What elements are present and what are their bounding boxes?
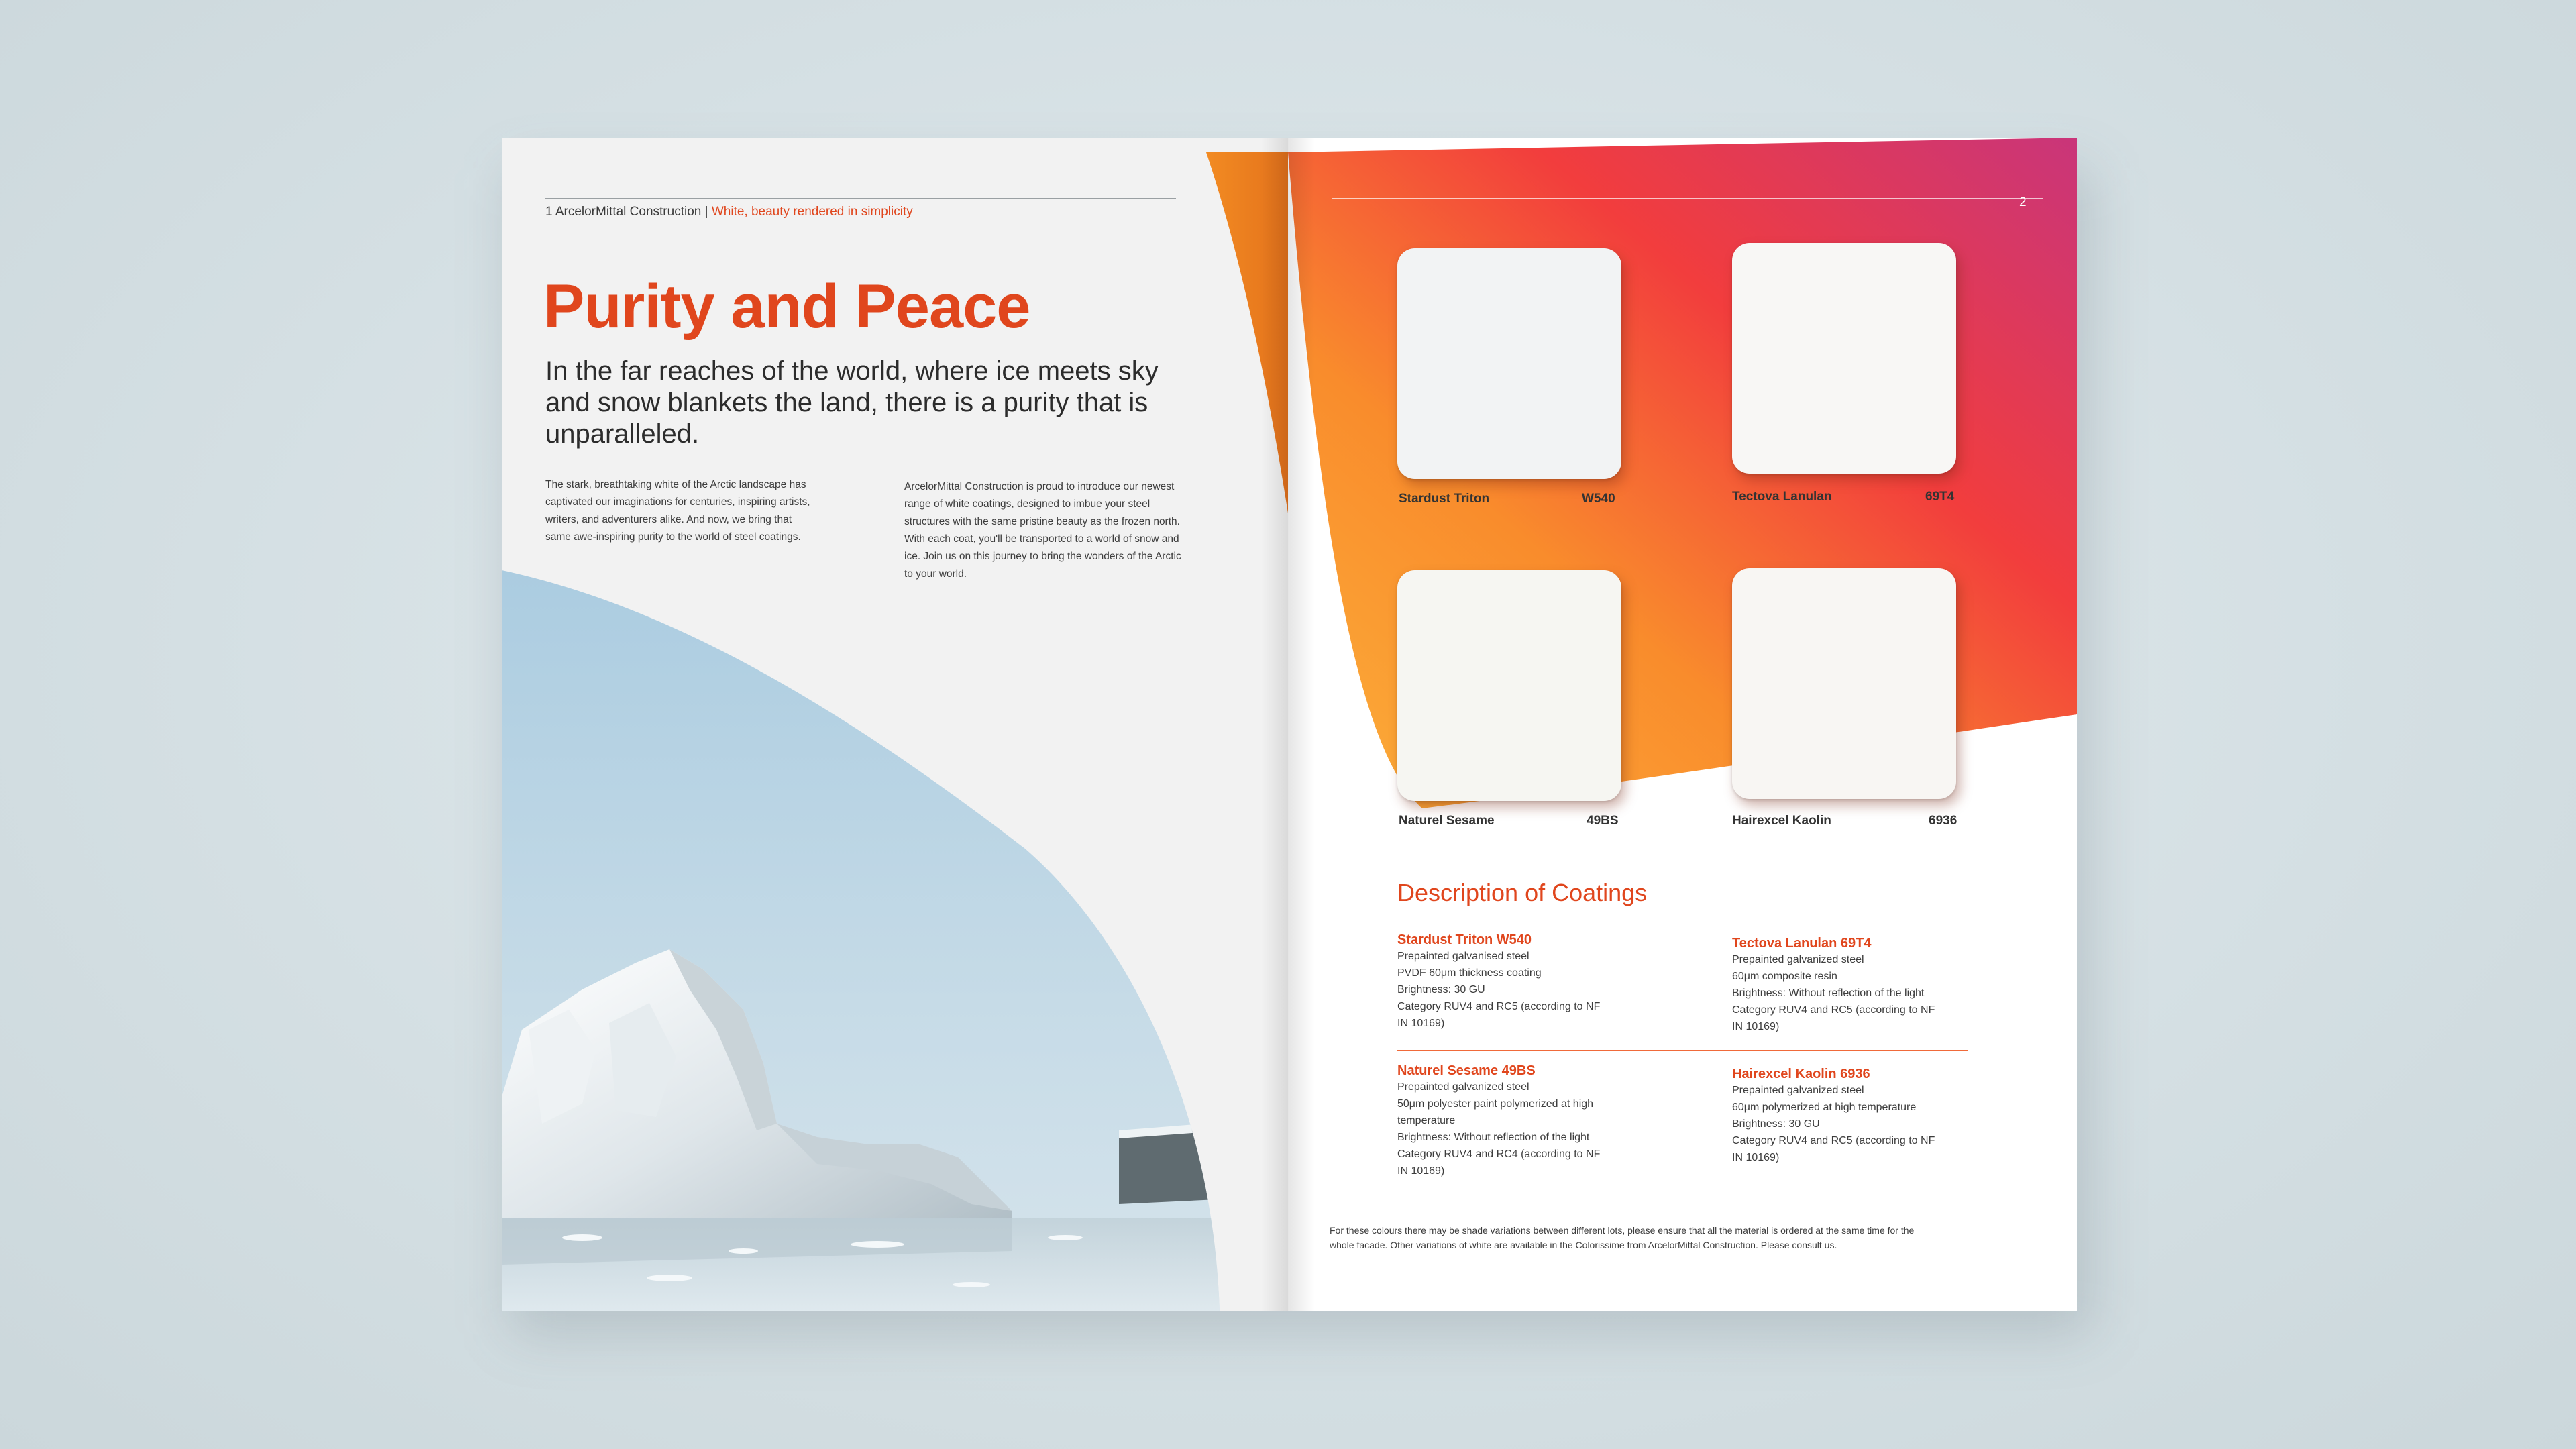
coating-line: 50μm polyester paint polymerized at high [1397, 1098, 1594, 1110]
body-line: writers, and adventurers alike. And now, we bring that [545, 514, 792, 525]
swatch-name: Hairexcel Kaolin [1732, 814, 1831, 828]
coating-line: IN 10169) [1732, 1152, 1780, 1163]
header-brand: ArcelorMittal Construction [555, 205, 702, 219]
coating-line: Category RUV4 and RC5 (according to NF [1732, 1004, 1935, 1016]
body-line: With each coat, you'll be transported to a world of snow and [904, 533, 1179, 545]
swatch-name: Naturel Sesame [1399, 814, 1495, 828]
coating-line: Brightness: 30 GU [1397, 984, 1485, 996]
coating-title: Stardust Triton W540 [1397, 932, 1532, 947]
lead-line: and snow blankets the land, there is a purity that is [545, 388, 1148, 417]
swatch-tectova-lanulan [1732, 243, 1956, 474]
body-column-2 [904, 478, 1253, 583]
swatch-naturel-sesame [1397, 570, 1621, 801]
coating-line: Prepainted galvanised steel [1397, 951, 1529, 962]
body-line: ice. Join us on this journey to bring the wonders of the Arctic [904, 551, 1181, 562]
coating-block [1732, 936, 2027, 1035]
coating-line: temperature [1397, 1115, 1456, 1126]
body-line: The stark, breathtaking white of the Arctic landscape has [545, 479, 806, 490]
running-header [545, 205, 913, 219]
header-rule [1332, 198, 2043, 199]
coating-line: Category RUV4 and RC4 (according to NF [1397, 1148, 1601, 1160]
swatch-hairexcel-kaolin [1732, 568, 1956, 799]
coating-title: Tectova Lanulan 69T4 [1732, 936, 1872, 951]
coating-line: Brightness: Without reflection of the light [1732, 987, 1925, 999]
orange-swoosh-corner [1206, 152, 1288, 513]
coating-line: Prepainted galvanized steel [1732, 954, 1864, 965]
header-rule [545, 198, 1176, 199]
section-title: Description of Coatings [1397, 879, 1648, 906]
iceberg-photo [502, 540, 1288, 1311]
swatch-stardust-triton [1397, 248, 1621, 479]
coating-line: 60μm polymerized at high temperature [1732, 1102, 1917, 1113]
body-line: structures with the same pristine beauty as the frozen north. [904, 516, 1180, 527]
page-number: 1 [545, 205, 553, 219]
lead-line: unparalleled. [545, 419, 700, 449]
page-title: Purity and Peace [543, 272, 1030, 341]
coatings-divider [1397, 1050, 1968, 1051]
coating-line: Category RUV4 and RC5 (according to NF [1397, 1001, 1601, 1012]
swatch-name: Stardust Triton [1399, 492, 1490, 506]
footnote-line: For these colours there may be shade variations between different lots, please ensure that all the material is ordered at the same time for the [1330, 1225, 1915, 1236]
coating-line: PVDF 60μm thickness coating [1397, 967, 1542, 979]
coating-line: Brightness: 30 GU [1732, 1118, 1820, 1130]
lead-line: In the far reaches of the world, where ice meets sky [545, 356, 1159, 386]
coating-line: Prepainted galvanized steel [1732, 1085, 1864, 1096]
coating-title: Hairexcel Kaolin 6936 [1732, 1067, 1870, 1081]
coating-line: Category RUV4 and RC5 (according to NF [1732, 1135, 1935, 1146]
coating-title: Naturel Sesame 49BS [1397, 1063, 1536, 1078]
swatch-code: 49BS [1587, 814, 1619, 828]
body-line: same awe-inspiring purity to the world of steel coatings. [545, 531, 801, 543]
footnote-line: whole facade. Other variations of white are available in the Colorissime from ArcelorMittal Construction. Please consult us. [1330, 1240, 1837, 1250]
right-page [1288, 138, 2077, 1311]
coating-line: Prepainted galvanized steel [1397, 1081, 1529, 1093]
swatch-code: W540 [1582, 492, 1615, 506]
coating-block [1397, 932, 1679, 1032]
body-line: ArcelorMittal Construction is proud to introduce our newest [904, 481, 1175, 492]
swatch-code: 69T4 [1925, 490, 1955, 504]
body-line: to your world. [904, 568, 967, 580]
page-number: 2 [2019, 195, 2027, 209]
coating-line: 60μm composite resin [1732, 971, 1837, 982]
body-line: captivated our imaginations for centuries, inspiring artists, [545, 496, 810, 508]
left-page [502, 138, 1288, 1311]
coating-line: IN 10169) [1397, 1165, 1445, 1177]
body-line: range of white coatings, designed to imbue your steel [904, 498, 1150, 510]
coating-line: IN 10169) [1732, 1021, 1780, 1032]
swatch-name: Tectova Lanulan [1732, 490, 1832, 504]
footnote [1330, 1223, 2068, 1252]
swatch-code: 6936 [1929, 814, 1957, 828]
header-tagline: White, beauty rendered in simplicity [711, 205, 913, 219]
coating-line: Brightness: Without reflection of the light [1397, 1132, 1590, 1143]
lead-paragraph [545, 356, 1203, 450]
body-column-1 [545, 476, 861, 546]
header-separator: | [704, 205, 708, 219]
coating-line: IN 10169) [1397, 1018, 1445, 1029]
coating-block [1397, 1063, 1679, 1179]
coating-block [1732, 1067, 2027, 1166]
